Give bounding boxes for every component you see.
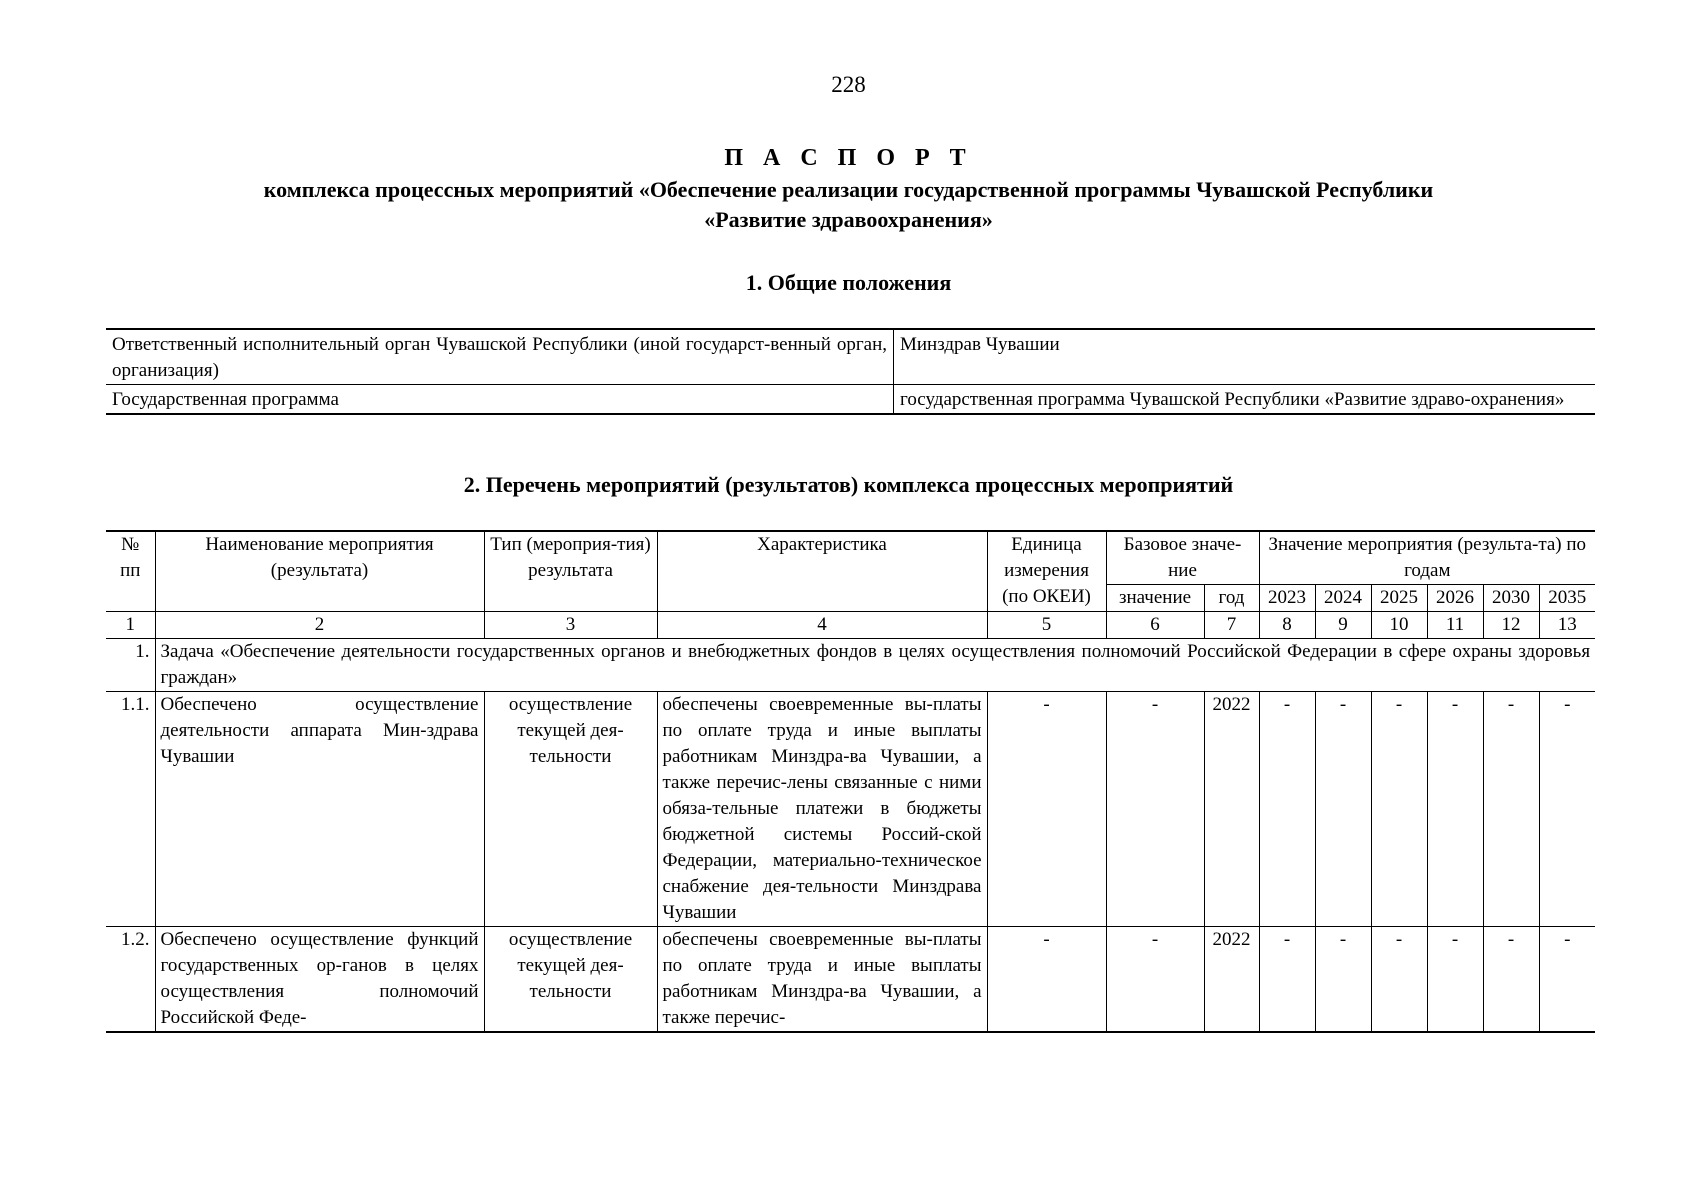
- event-year-value: -: [1259, 927, 1315, 1033]
- task-row: [106, 639, 1595, 692]
- header-year: 2024: [1315, 585, 1371, 612]
- column-number: 11: [1427, 612, 1483, 639]
- header-name: Наименование мероприятия (результата): [155, 531, 484, 612]
- event-name: Обеспечено осуществление деятельности аппарата Мин-здрава Чувашии: [155, 692, 484, 927]
- events-table: [106, 530, 1595, 1033]
- section-1-heading: 1. Общие положения: [745, 270, 952, 295]
- header-characteristic: Характеристика: [657, 531, 987, 612]
- column-number: 5: [987, 612, 1106, 639]
- event-year-value: -: [1315, 927, 1371, 1033]
- table-row: [106, 329, 1595, 385]
- table-row: [106, 692, 1595, 927]
- event-year-value: -: [1427, 927, 1483, 1033]
- column-number: 7: [1204, 612, 1259, 639]
- column-number: 3: [484, 612, 657, 639]
- task-text: Задача «Обеспечение деятельности государственных органов и внебюджетных фондов в целях осуществления полномочий Российской Федерации в сфере охраны здоровья граждан»: [155, 639, 1595, 692]
- event-base-year: 2022: [1204, 692, 1259, 927]
- column-number: 1: [106, 612, 155, 639]
- event-year-value: -: [1483, 927, 1539, 1033]
- responsible-body-label: Ответственный исполнительный орган Чувашской Республики (иной государст-венный орган, организация): [106, 329, 894, 385]
- header-year: 2023: [1259, 585, 1315, 612]
- document-subtitle: [120, 175, 1577, 235]
- event-name: Обеспечено осуществление функций государственных ор-ганов в целях осуществления полномочий Российской Феде-: [155, 927, 484, 1033]
- event-year-value: -: [1427, 692, 1483, 927]
- event-year-value: -: [1259, 692, 1315, 927]
- event-year-value: -: [1483, 692, 1539, 927]
- header-year: 2030: [1483, 585, 1539, 612]
- column-number: 2: [155, 612, 484, 639]
- document-title: П А С П О Р Т: [724, 145, 973, 171]
- section-2-heading: 2. Перечень мероприятий (результатов) комплекса процессных мероприятий: [463, 472, 1234, 497]
- table-header-row: [106, 531, 1595, 585]
- event-year-value: -: [1539, 692, 1595, 927]
- column-number: 13: [1539, 612, 1595, 639]
- table-row: [106, 385, 1595, 415]
- event-year-value: -: [1315, 692, 1371, 927]
- subtitle-line-2: «Развитие здравоохранения»: [704, 207, 993, 232]
- header-base-value: значение: [1106, 585, 1204, 612]
- column-number: 8: [1259, 612, 1315, 639]
- event-base-year: 2022: [1204, 927, 1259, 1033]
- page-number: 228: [831, 72, 866, 97]
- row-num: 1.1.: [106, 692, 155, 927]
- responsible-body-value: Минздрав Чувашии: [894, 329, 1596, 385]
- header-by-years: Значение мероприятия (результа-та) по годам: [1259, 531, 1595, 585]
- column-number: 9: [1315, 612, 1371, 639]
- event-year-value: -: [1371, 927, 1427, 1033]
- event-unit: -: [987, 692, 1106, 927]
- header-year: 2026: [1427, 585, 1483, 612]
- event-base-value: -: [1106, 927, 1204, 1033]
- event-year-value: -: [1539, 927, 1595, 1033]
- subtitle-line-1: комплекса процессных мероприятий «Обеспечение реализации государственной программы Чувашской Республики: [263, 177, 1434, 202]
- column-number: 4: [657, 612, 987, 639]
- state-program-label: Государственная программа: [106, 385, 894, 415]
- table-row: [106, 927, 1595, 1033]
- column-number: 6: [1106, 612, 1204, 639]
- event-year-value: -: [1371, 692, 1427, 927]
- column-numbers-row: [106, 612, 1595, 639]
- column-number: 10: [1371, 612, 1427, 639]
- header-base: Базовое значе-ние: [1106, 531, 1259, 585]
- header-unit: Единица измерения (по ОКЕИ): [987, 531, 1106, 612]
- column-number: 12: [1483, 612, 1539, 639]
- header-year: 2025: [1371, 585, 1427, 612]
- general-provisions-table: [106, 328, 1595, 415]
- header-base-year: год: [1204, 585, 1259, 612]
- row-num: 1.2.: [106, 927, 155, 1033]
- event-unit: -: [987, 927, 1106, 1033]
- header-year: 2035: [1539, 585, 1595, 612]
- header-num: № пп: [106, 531, 155, 612]
- event-base-value: -: [1106, 692, 1204, 927]
- event-characteristic: обеспечены своевременные вы-платы по оплате труда и иные выплаты работникам Минздра-ва Чувашии, а также перечис-: [657, 927, 987, 1033]
- event-type: осуществление текущей дея-тельности: [484, 927, 657, 1033]
- state-program-value: государственная программа Чувашской Республики «Развитие здраво-охранения»: [894, 385, 1596, 415]
- event-characteristic: обеспечены своевременные вы-платы по оплате труда и иные выплаты работникам Минздра-ва Чувашии, а также перечис-лены связанные с ними обяза-тельные платежи в бюджеты бюджетной системы Россий-ской Федерации, материально-техническое снабжение дея-тельности Минздрава Чувашии: [657, 692, 987, 927]
- event-type: осуществление текущей дея-тельности: [484, 692, 657, 927]
- task-num: 1.: [106, 639, 155, 692]
- header-type: Тип (мероприя-тия) результата: [484, 531, 657, 612]
